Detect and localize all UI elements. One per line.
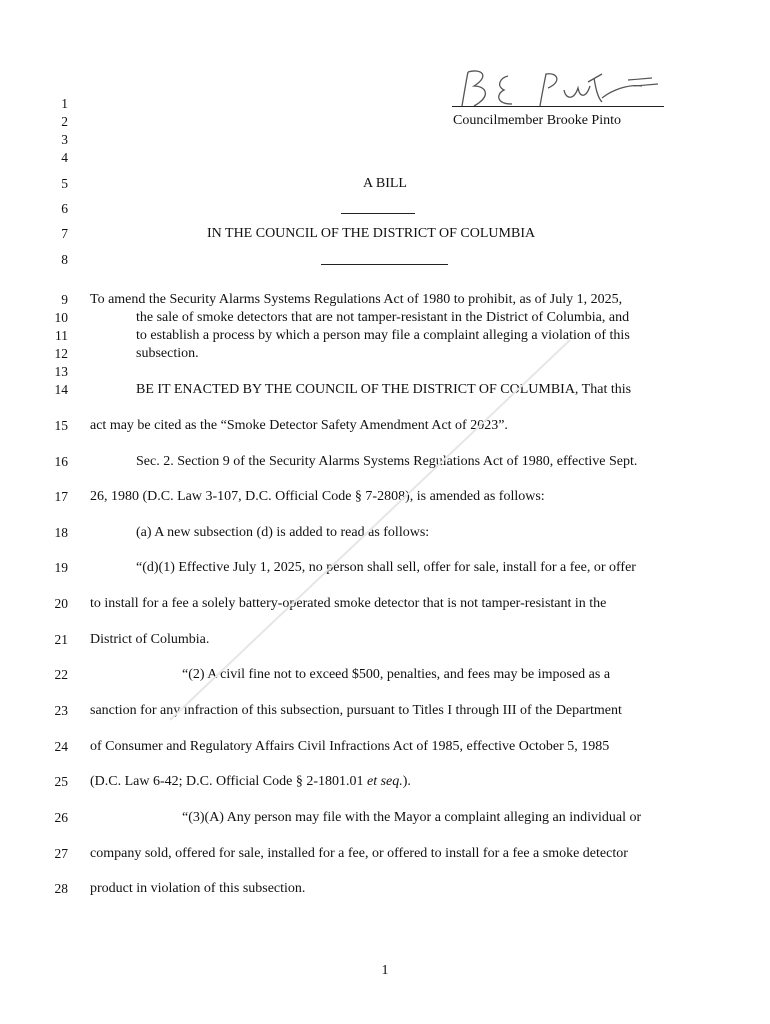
body-line: sanction for any infraction of this subsection, pursuant to Titles I through III of the Department xyxy=(90,703,622,718)
council-heading: IN THE COUNCIL OF THE DISTRICT OF COLUMBIA xyxy=(207,226,536,241)
body-line: (D.C. Law 6-42; D.C. Official Code § 2-1801.01 et seq.). xyxy=(90,774,411,789)
body-line: of Consumer and Regulatory Affairs Civil Infractions Act of 1985, effective October 5, 1985 xyxy=(90,739,610,754)
line-number: 4 xyxy=(61,150,68,165)
body-line: company sold, offered for sale, installed for a fee, or offered to install for a fee a smoke detector xyxy=(90,846,628,861)
line-number: 5 xyxy=(61,176,68,191)
line-number: 6 xyxy=(61,201,68,216)
body-line: to install for a fee a solely battery-operated smoke detector that is not tamper-resistant in the xyxy=(90,596,607,611)
body-line: “(d)(1) Effective July 1, 2025, no person shall sell, offer for sale, install for a fee, or offer xyxy=(136,560,636,575)
line-number: 21 xyxy=(54,632,68,647)
line-number: 19 xyxy=(54,560,68,575)
body-line: District of Columbia. xyxy=(90,632,210,647)
body-line: “(3)(A) Any person may file with the Mayor a complaint alleging an individual or xyxy=(182,810,642,825)
signatory-name: Councilmember Brooke Pinto xyxy=(453,113,621,128)
line-number: 14 xyxy=(54,382,68,397)
line-number: 16 xyxy=(54,454,68,469)
line-number: 1 xyxy=(61,96,68,111)
line-number: 28 xyxy=(54,881,68,896)
purpose-line: the sale of smoke detectors that are not tamper-resistant in the District of Columbia, and xyxy=(136,310,630,325)
line-number: 26 xyxy=(54,810,68,825)
line-number: 13 xyxy=(54,364,68,379)
signature-line xyxy=(452,106,664,107)
line-number: 7 xyxy=(61,226,68,241)
line-number: 12 xyxy=(54,346,68,361)
enacting-clause: BE IT ENACTED BY THE COUNCIL OF THE DISTRICT OF COLUMBIA, That this xyxy=(136,382,632,397)
body-line: “(2) A civil fine not to exceed $500, penalties, and fees may be imposed as a xyxy=(182,667,611,682)
line-number: 10 xyxy=(54,310,68,325)
line-number: 27 xyxy=(54,846,68,861)
purpose-line: subsection. xyxy=(136,346,199,361)
line-number: 17 xyxy=(54,489,68,504)
line-number: 25 xyxy=(54,774,68,789)
section-2: Sec. 2. Section 9 of the Security Alarms Systems Regulations Act of 1980, effective Sept. xyxy=(136,454,638,469)
purpose-line: To amend the Security Alarms Systems Regulations Act of 1980 to prohibit, as of July 1, 2025, xyxy=(90,292,623,307)
body-line: product in violation of this subsection. xyxy=(90,881,306,896)
line-number: 9 xyxy=(61,292,68,307)
purpose-line: to establish a process by which a person may file a complaint alleging a violation of this xyxy=(136,328,630,343)
line-number: 2 xyxy=(61,114,68,129)
line-number: 11 xyxy=(55,328,68,343)
bill-title: A BILL xyxy=(363,176,407,191)
line-number: 20 xyxy=(54,596,68,611)
body-line: 26, 1980 (D.C. Law 3-107, D.C. Official Code § 7-2808), is amended as follows: xyxy=(90,489,545,504)
bill-number-blank xyxy=(341,213,415,214)
line-number: 15 xyxy=(54,418,68,433)
line-number: 23 xyxy=(54,703,68,718)
line-number: 8 xyxy=(61,252,68,267)
line-number: 18 xyxy=(54,525,68,540)
short-title: act may be cited as the “Smoke Detector Safety Amendment Act of 2023”. xyxy=(90,418,508,433)
date-blank xyxy=(321,264,448,265)
line-number: 22 xyxy=(54,667,68,682)
page-number: 1 xyxy=(381,963,389,978)
line-number: 24 xyxy=(54,739,68,754)
body-line: (a) A new subsection (d) is added to read as follows: xyxy=(136,525,430,540)
line-number: 3 xyxy=(61,132,68,147)
